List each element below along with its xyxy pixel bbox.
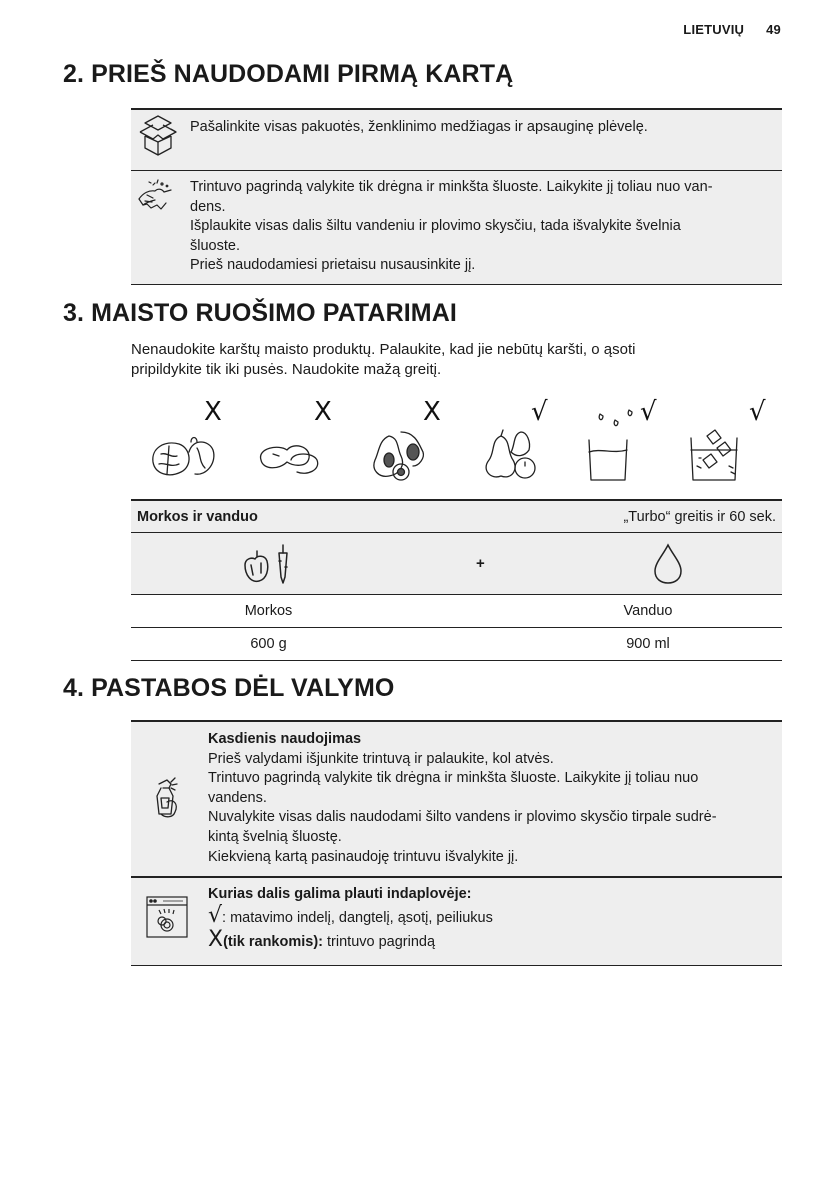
dishwasher-heading: Kurias dalis galima plauti indaplovėje: [208,886,472,902]
pear-icon [486,430,535,478]
recipe-setting: „Turbo“ greitis ir 60 sek. [623,509,776,525]
recipe-table [131,499,782,661]
daily-cleaning-row [131,720,782,876]
wipe-line-4: šluoste. [190,237,240,254]
food-symbol-2: X [314,397,332,427]
section-4-table [131,720,782,966]
daily-line-2: Trintuvo pagrindą valykite tik drėgna ir minkšta šluoste. Laikykite jį toliau nuo [208,770,699,787]
hot-jug-icon [589,410,632,480]
daily-line-6: Kiekvieną kartą pasinaudoję trintuvu išvalykite jį. [208,848,519,865]
food-symbol-5: √ [640,397,657,427]
dishwasher-no-label: (tik rankomis): [223,934,323,950]
unpack-box-icon [131,110,189,170]
cross-symbol: X [208,927,224,952]
spray-cleaning-icon [131,722,206,876]
section-3-intro [131,340,771,380]
dishwasher-no-text: trintuvo pagrindą [323,934,436,950]
daily-line-4: Nuvalykite visas dalis naudodami šilto vandens ir plovimo skysčio tirpale sudrė- [208,809,717,826]
daily-heading: Kasdienis naudojimas [208,731,362,747]
food-symbol-3: X [423,397,441,427]
ingredient-1-amount: 600 g [250,636,287,652]
water-drop-icon [651,541,685,587]
unpack-text: Pašalinkite visas pakuotės, ženklinimo medžiagas ir apsauginę plėvelę. [190,119,648,135]
dishwasher-yes-line [208,905,772,929]
wipe-line-5: Prieš naudodamiesi prietaisu nusausinkite jį. [190,257,476,274]
intro-line-2: pripildykite tik iki pusės. Naudokite mažą greitį. [131,361,442,378]
avocado-icon [374,432,423,480]
daily-line-5: kintą švelnią šluostę. [208,828,342,845]
wipe-line-2: dens. [190,198,226,215]
food-symbol-1: X [204,397,222,427]
page-header [683,22,781,37]
ingredient-2-amount: 900 ml [626,636,670,652]
section-2-table [131,108,782,285]
daily-line-1: Prieš valydami išjunkite trintuvą ir palaukite, kol atvės. [208,750,554,767]
recipe-icon-row [131,533,782,595]
food-suitability-row [131,396,782,486]
wipe-line-1: Trintuvo pagrindą valykite tik drėgna ir minkšta šluoste. Laikykite jį toliau nuo van- [190,179,713,195]
page-number: 49 [766,22,781,37]
dishwasher-no-line [208,929,772,953]
ingredient-2-name: Vanduo [623,603,673,619]
beans-icon [261,446,318,473]
ingredient-name-row [131,595,782,628]
section-2-title: 2. PRIEŠ NAUDODAMI PIRMĄ KARTĄ [63,60,514,88]
wipe-cloth-icon [131,171,189,284]
carrots-icon [241,541,297,587]
intro-line-1: Nenaudokite karštų maisto produktų. Palaukite, kad jie nebūtų karšti, o ąsoti [131,341,636,358]
unpack-row [131,108,782,170]
walnut-icon [153,438,214,475]
dishwasher-icon [131,878,206,965]
section-3-title: 3. MAISTO RUOŠIMO PATARIMAI [63,299,457,327]
check-symbol: √ [208,903,223,928]
food-symbol-4: √ [531,397,548,427]
wipe-line-3: Išplaukite visas dalis šiltu vandeniu ir plovimo skysčiu, tada išvalykite švelnia [190,218,681,235]
daily-line-3: vandens. [208,789,267,806]
language-label: LIETUVIŲ [683,22,745,37]
ice-glass-icon [691,430,737,480]
recipe-header [131,499,782,533]
dishwasher-row [131,876,782,965]
section-4-title: 4. PASTABOS DĖL VALYMO [63,674,395,702]
dishwasher-yes-text: : matavimo indelį, dangtelį, ąsotį, peiliukus [222,910,493,926]
food-symbol-6: √ [749,397,766,427]
wipe-row [131,170,782,284]
recipe-plus: + [476,555,485,572]
ingredient-1-name: Morkos [244,603,293,619]
ingredient-amount-row [131,628,782,661]
recipe-title: Morkos ir vanduo [137,509,258,525]
